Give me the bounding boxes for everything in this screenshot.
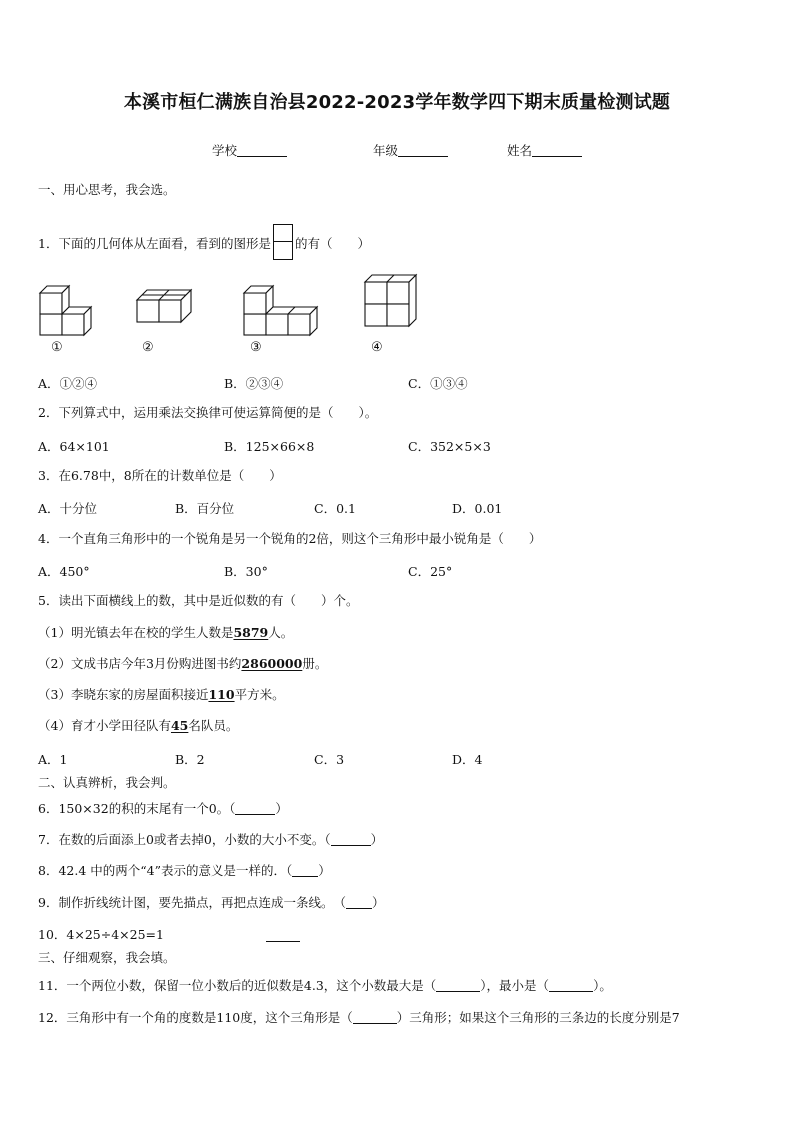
q3-option-b[interactable]: B．百分位 xyxy=(175,501,235,516)
underlined-number: 45 xyxy=(170,718,189,733)
question-11: 11．一个两位小数，保留一位小数后的近似数是4.3，这个小数最大是（ ），最小是（ ）。 xyxy=(38,978,612,993)
q1-option-b[interactable]: B．②③④ xyxy=(224,376,284,391)
question-1: 1．下面的几何体从左面看，看到的图形是 的有（ ） xyxy=(38,224,370,260)
answer-blank[interactable] xyxy=(292,864,318,877)
section-3-heading: 三、仔细观察，我会填。 xyxy=(38,950,176,965)
q1-option-a[interactable]: A．①②④ xyxy=(38,376,98,391)
q3-option-a[interactable]: A．十分位 xyxy=(38,501,98,516)
solid-figure-2-icon xyxy=(133,282,199,328)
question-8: 8．42.4 中的两个“4”表示的意义是一样的．（ ） xyxy=(38,863,331,878)
question-3: 3．在6.78中，8所在的计数单位是（ ） xyxy=(38,468,282,483)
question-7: 7．在数的后面添上0或者去掉0，小数的大小不变。（ ） xyxy=(38,832,384,847)
q4-option-c[interactable]: C．25° xyxy=(408,564,453,579)
q2-option-a[interactable]: A．64×101 xyxy=(38,439,110,454)
grade-label: 年级 xyxy=(373,143,399,158)
q5-item-4: （4）育才小学田径队有45名队员。 xyxy=(38,718,239,733)
q5-option-c[interactable]: C．3 xyxy=(314,752,345,767)
q1-option-c[interactable]: C．①③④ xyxy=(408,376,468,391)
solid-figure-1-icon xyxy=(36,278,98,338)
q3-option-d[interactable]: D．0.01 xyxy=(452,501,503,516)
name-label: 姓名 xyxy=(507,143,533,158)
figure-label-3: ③ xyxy=(250,340,262,355)
name-field xyxy=(507,141,582,159)
q5-option-b[interactable]: B．2 xyxy=(175,752,205,767)
question-5: 5．读出下面横线上的数，其中是近似数的有（ ）个。 xyxy=(38,593,359,608)
q5-item-3: （3）李晓东家的房屋面积接近110平方米。 xyxy=(38,687,285,702)
school-label: 学校 xyxy=(212,143,238,158)
grade-field xyxy=(373,141,448,159)
q4-option-a[interactable]: A．450° xyxy=(38,564,90,579)
q2-option-b[interactable]: B．125×66×8 xyxy=(224,439,315,454)
two-square-icon xyxy=(273,224,293,260)
question-12: 12．三角形中有一个角的度数是110度，这个三角形是（ ）三角形；如果这个三角形的三条边的长度分别是7 xyxy=(38,1010,680,1025)
underlined-number: 110 xyxy=(208,687,235,702)
school-field xyxy=(212,141,287,159)
figure-label-4: ④ xyxy=(371,340,383,355)
page-title: 本溪市桓仁满族自治县2022-2023学年数学四下期末质量检测试题 xyxy=(123,92,671,113)
q5-option-a[interactable]: A．1 xyxy=(38,752,68,767)
answer-blank[interactable] xyxy=(346,896,372,909)
figure-label-2: ② xyxy=(142,340,154,355)
q2-option-c[interactable]: C．352×5×3 xyxy=(408,439,491,454)
underlined-number: 5879 xyxy=(233,625,269,640)
figure-label-1: ① xyxy=(51,340,63,355)
answer-blank[interactable] xyxy=(266,941,300,942)
question-10: 10．4×25÷4×25=1 xyxy=(38,927,164,942)
answer-blank[interactable] xyxy=(436,979,480,992)
underlined-number: 2860000 xyxy=(241,656,303,671)
section-2-heading: 二、认真辨析，我会判。 xyxy=(38,775,176,790)
q5-item-1: （1）明光镇去年在校的学生人数是5879人。 xyxy=(38,625,294,640)
solid-figure-4-icon xyxy=(360,270,422,332)
question-9: 9．制作折线统计图，要先描点，再把点连成一条线。 （ ） xyxy=(38,895,385,910)
question-2: 2．下列算式中，运用乘法交换律可使运算简便的是（ ）。 xyxy=(38,405,378,420)
q4-option-b[interactable]: B．30° xyxy=(224,564,268,579)
q5-item-2: （2）文成书店今年3月份购进图书约2860000册。 xyxy=(38,656,328,671)
solid-figure-3-icon xyxy=(240,278,322,338)
answer-blank[interactable] xyxy=(331,833,371,846)
question-6: 6．150×32的积的末尾有一个0。（ ） xyxy=(38,801,288,816)
answer-blank[interactable] xyxy=(353,1011,397,1024)
q3-option-c[interactable]: C．0.1 xyxy=(314,501,356,516)
q5-option-d[interactable]: D．4 xyxy=(452,752,483,767)
section-1-heading: 一、用心思考，我会选。 xyxy=(38,182,176,197)
question-4: 4．一个直角三角形中的一个锐角是另一个锐角的2倍，则这个三角形中最小锐角是（ ） xyxy=(38,531,542,546)
answer-blank[interactable] xyxy=(235,802,275,815)
answer-blank[interactable] xyxy=(549,979,593,992)
